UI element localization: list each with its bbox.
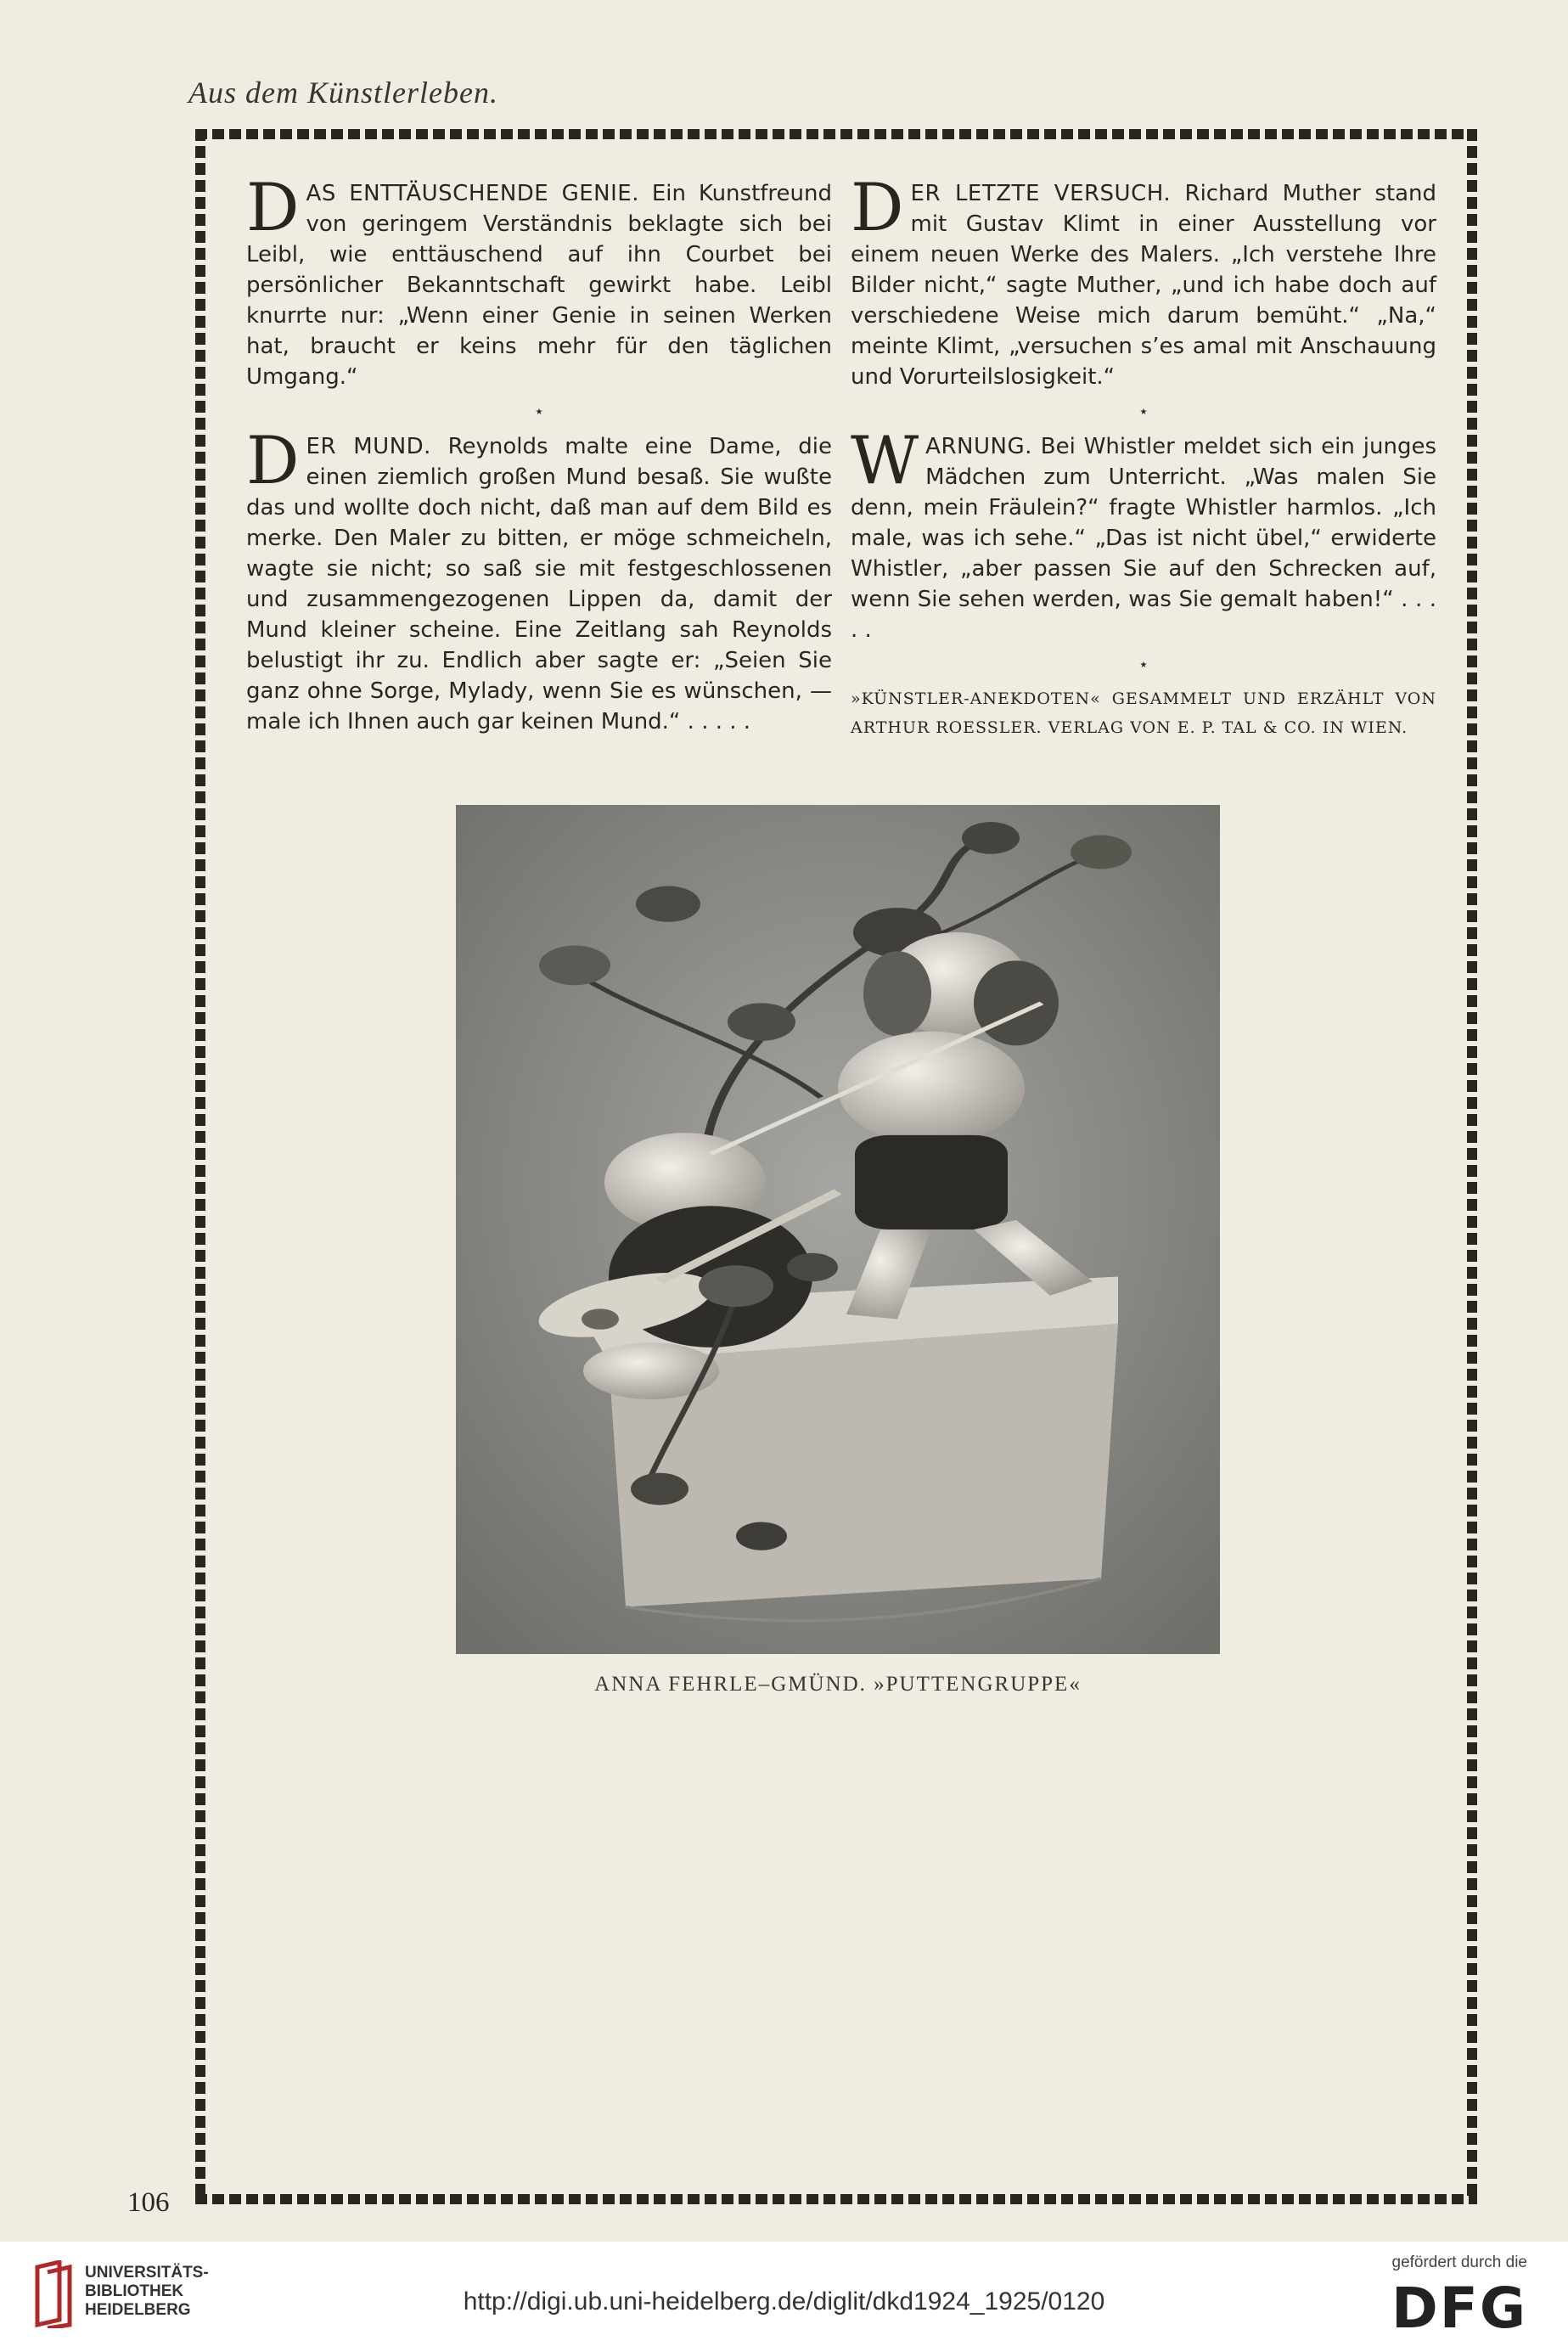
ub-logo-icon: [34, 2260, 75, 2328]
separator-star: ⋆: [1138, 401, 1149, 421]
left-column: [246, 170, 832, 737]
source-note: »KÜNSTLER-ANEKDOTEN« GESAMMELT UND ERZÄHLT VON ARTHUR ROESSLER. VERLAG VON E. P. TAL & CO. IN WIEN.: [851, 689, 1436, 737]
library-name: [85, 2264, 209, 2320]
library-name-line: HEIDELBERG: [85, 2301, 191, 2319]
anecdote-text: Bei Whistler meldet sich ein junges Mädchen zum Unterricht. „Was malen Sie denn, mein Fräulein?“ fragte Whistler harmlos. „Ich male, was ich sehe.“ „Das ist nicht übel,“ erwiderte Whistler, „aber passen Sie auf den Schrecken auf, wenn Sie sehen werden, was Sie gemalt haben!“ . . . . .: [851, 434, 1436, 643]
digitization-footer: [0, 2242, 1568, 2352]
frame-top: [195, 129, 1477, 139]
separator-star: ⋆: [533, 401, 545, 421]
funder-note: gefördert durch die: [1391, 2254, 1527, 2271]
right-column: [851, 170, 1437, 742]
dfg-logo: DFG: [1391, 2276, 1527, 2341]
anecdote-mund: [246, 423, 832, 737]
library-name-line: UNIVERSITÄTS-: [85, 2264, 209, 2282]
frame-left: [195, 129, 205, 2201]
frame-right: [1467, 129, 1477, 2201]
dropcap: D: [851, 170, 904, 246]
anecdote-versuch: [851, 170, 1437, 392]
page-number: 106: [127, 2187, 170, 2218]
anecdote-heading: ER LETZTE VERSUCH.: [910, 181, 1172, 206]
anecdote-heading: AS ENTTÄUSCHENDE GENIE.: [306, 181, 639, 206]
puttengruppe-photo: [456, 805, 1220, 1654]
running-head: Aus dem Künstlerleben.: [188, 76, 498, 110]
anecdote-heading: ARNUNG.: [925, 434, 1032, 459]
dropcap: D: [246, 423, 300, 499]
library-name-line: BIBLIOTHEK: [85, 2282, 184, 2300]
anecdote-heading: ER MUND.: [306, 434, 431, 459]
anecdote-text: Reynolds malte eine Dame, die einen ziemlich großen Mund besaß. Sie wußte das und wollte doch nicht, daß man auf dem Bild es merke. Den Maler zu bitten, er möge schmeicheln, wagte sie nicht; so saß sie mit festgeschlossenen und zusammengezogenen Lippen da, damit der Mund kleiner scheine. Eine Zeitlang sah Reynolds belustigt ihr zu. Endlich aber sagte er: „Seien Sie ganz ohne Sorge, Mylady, wenn Sie es wünschen, — male ich Ihnen auch gar keinen Mund.“ . . . . .: [246, 434, 832, 734]
anecdote-genie: [246, 170, 832, 392]
anecdote-text: Ein Kunstfreund von geringem Verständnis beklagte sich bei Leibl, wie enttäuschend auf ihn Courbet bei persönlicher Bekanntschaft gewirkt habe. Leibl knurrte nur: „Wenn einer Genie in seinen Werken hat, braucht er keins mehr für den täglichen Umgang.“: [246, 181, 832, 390]
dropcap: D: [246, 170, 300, 246]
anecdote-text: Richard Muther stand mit Gustav Klimt in einer Ausstellung vor einem neuen Werke des Malers. „Ich verstehe Ihre Bilder nicht,“ sagte Muther, „und ich habe doch auf verschiedene Weise mich darum bemüht.“ „Na,“ meinte Klimt, „versuchen s’es amal mit Anschauung und Vorurteilslosigkeit.“: [851, 181, 1437, 390]
separator-star: ⋆: [1138, 654, 1149, 674]
photo-caption: ANNA FEHRLE–GMÜND. »PUTTENGRUPPE«: [594, 1673, 1082, 1696]
dropcap: W: [851, 423, 919, 499]
source-url[interactable]: http://digi.ub.uni-heidelberg.de/diglit/dkd1924_1925/0120: [463, 2287, 1105, 2315]
frame-bottom: [195, 2194, 1477, 2204]
anecdote-warnung: [851, 423, 1436, 645]
